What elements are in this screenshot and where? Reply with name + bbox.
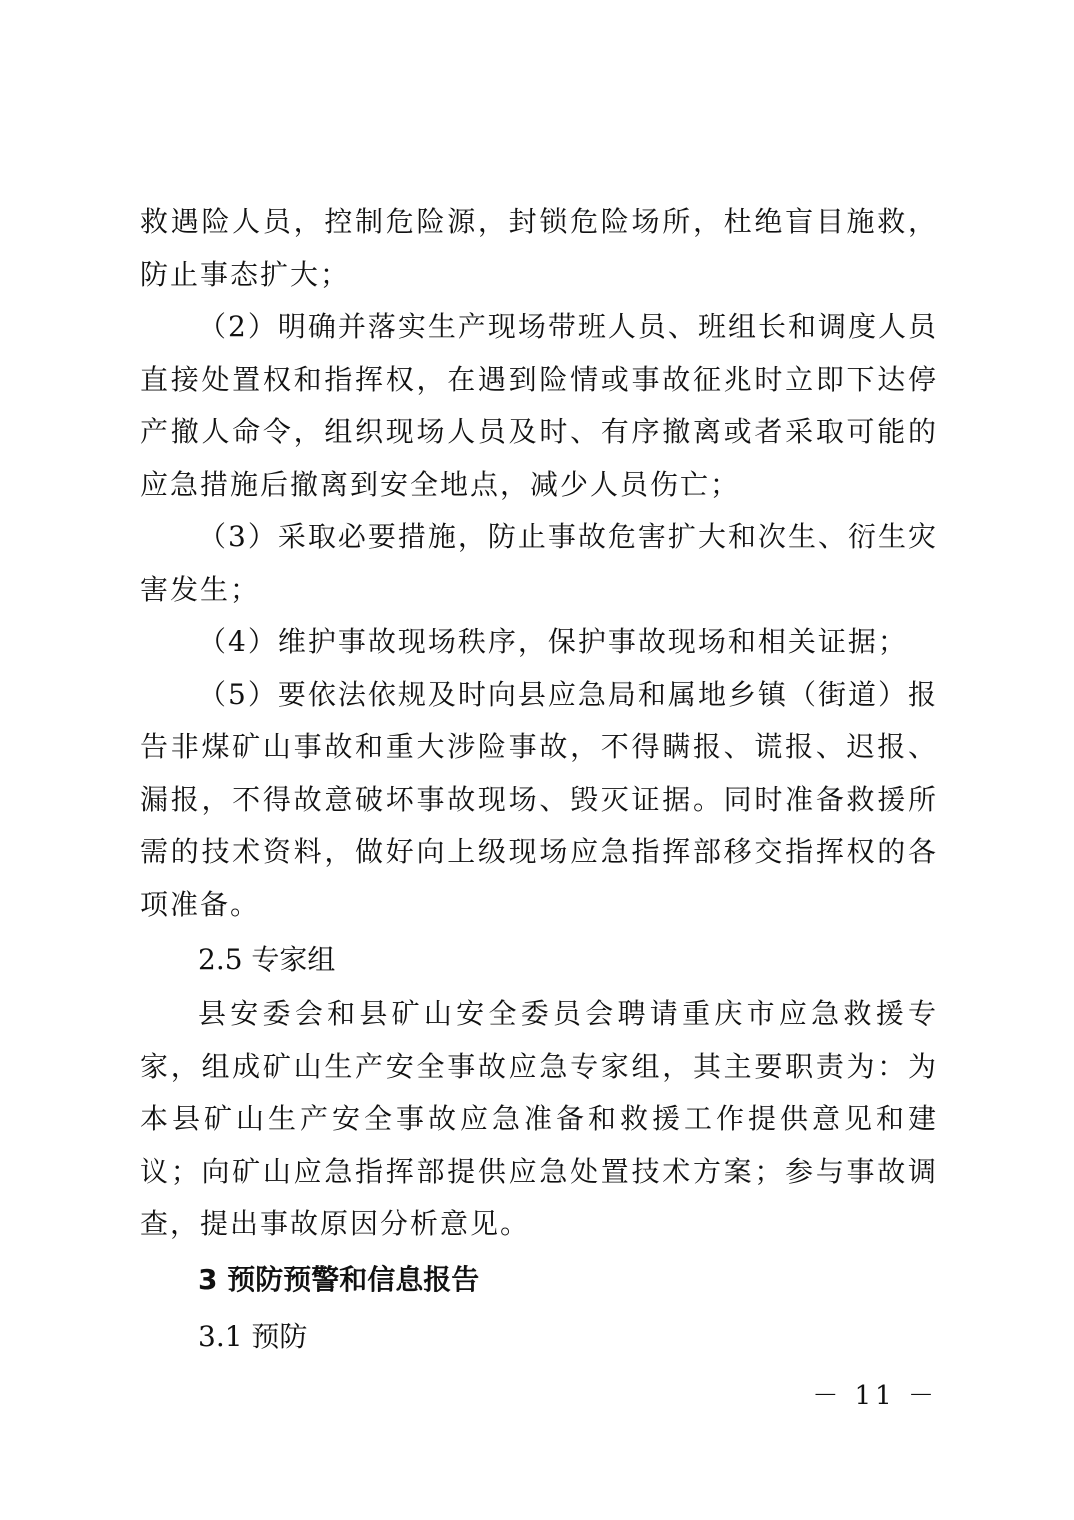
paragraph-continuation: 救遇险人员，控制危险源，封锁危险场所，杜绝盲目施救，防止事态扩大； xyxy=(140,205,938,291)
section-2-5-body: 县安委会和县矿山安全委员会聘请重庆市应急救援专家，组成矿山生产安全事故应急专家组，其主要职责为：为本县矿山生产安全事故应急准备和救援工作提供意见和建议；向矿山应急指挥部提供应急处置技术方案；参与事故调查，提出事故原因分析意见。 xyxy=(140,997,938,1240)
paragraph-item-5: （5）要依法依规及时向县应急局和属地乡镇（街道）报告非煤矿山事故和重大涉险事故，不得瞒报、谎报、迟报、漏报，不得故意破坏事故现场、毁灭证据。同时准备救援所需的技术资料，做好向上级现场应急指挥部移交指挥权的各项准备。 xyxy=(140,677,938,921)
paragraph-item-3: （3）采取必要措施，防止事故危害扩大和次生、衍生灾害发生； xyxy=(140,520,938,606)
document-body xyxy=(140,196,938,1365)
section-heading-3-1: 3.1 预防 xyxy=(198,1319,308,1353)
paragraph-item-4: （4）维护事故现场秩序，保护事故现场和相关证据； xyxy=(198,625,908,658)
section-heading-2-5: 2.5 专家组 xyxy=(198,943,336,976)
page-number: － 11 － xyxy=(812,1381,938,1411)
section-heading-3: 3 预防预警和信息报告 xyxy=(198,1262,480,1296)
paragraph-item-2: （2）明确并落实生产现场带班人员、班组长和调度人员直接处置权和指挥权，在遇到险情或事故征兆时立即下达停产撤人命令，组织现场人员及时、有序撤离或者采取可能的应急措施后撤离到安全地点，减少人员伤亡； xyxy=(140,310,938,501)
